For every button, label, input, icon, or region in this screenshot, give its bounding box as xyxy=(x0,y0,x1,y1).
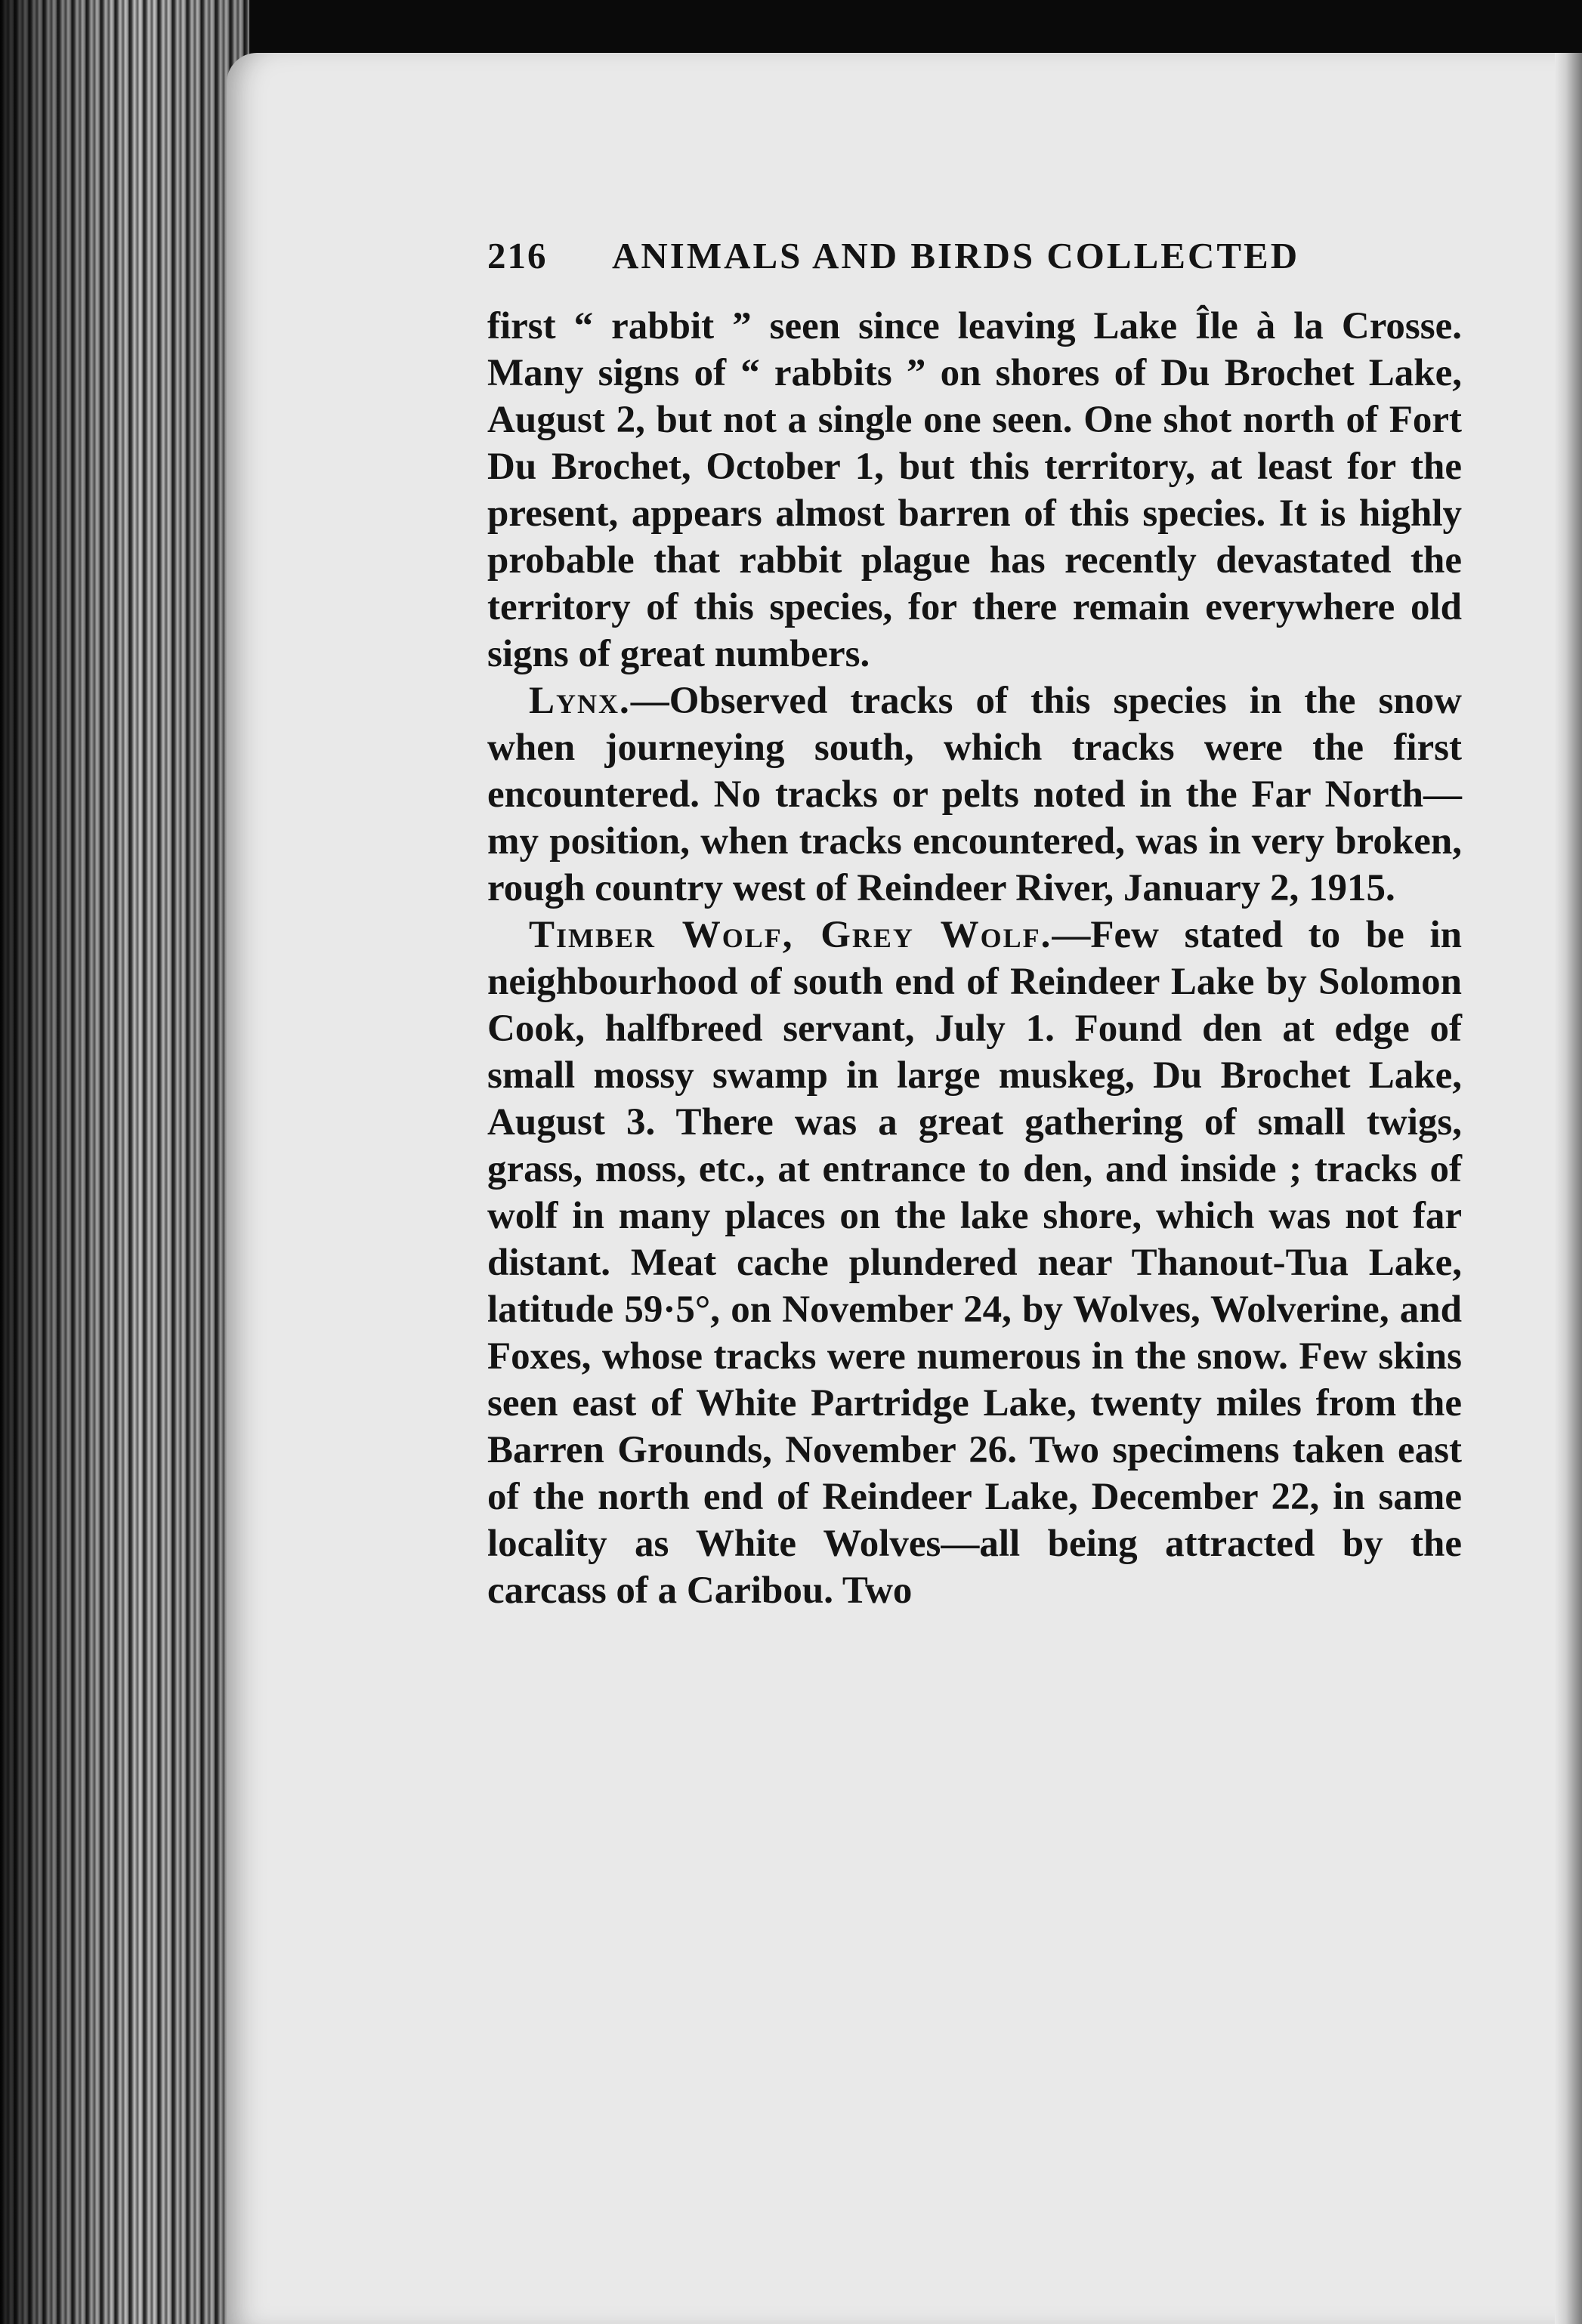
running-title: ANIMALS AND BIRDS COLLECTED xyxy=(612,235,1300,276)
page-text-block xyxy=(487,234,1462,1614)
page-number: 216 xyxy=(487,235,548,276)
paragraph-rabbit-continued xyxy=(487,303,1462,677)
species-heading-lynx: Lynx. xyxy=(529,680,631,722)
paragraph-text: —Observed tracks of this species in the snow when journeying south, which tracks were the first encountered. No tracks or pelts noted in the Far North—my position, when tracks encountered, was in very broken, rough country west of Reindeer River, January 2, 1915. xyxy=(487,680,1462,909)
paragraph-lynx xyxy=(487,677,1462,912)
page-right-edge xyxy=(1555,53,1582,2324)
book-edge-shadow xyxy=(0,0,249,2324)
running-head xyxy=(487,234,1462,277)
paragraph-text: —Few stated to be in neighbourhood of south end of Reindeer Lake by Solomon Cook, halfbreed servant, July 1. Found den at edge of small mossy swamp in large muskeg, Du Brochet Lake, August 3. There was a great gathering of small twigs, grass, moss, etc., at entrance to den, and inside ; tracks of wolf in many places on the lake shore, which was not far distant. Meat cache plundered near Thanout-Tua Lake, latitude 59·5°, on November 24, by Wolves, Wolverine, and Foxes, whose tracks were numerous in the snow. Few skins seen east of White Partridge Lake, twenty miles from the Barren Grounds, November 26. Two specimens taken east of the north end of Reindeer Lake, December 22, in same locality as White Wolves—all being attracted by the carcass of a Caribou. Two xyxy=(487,914,1462,1612)
paragraph-timber-wolf xyxy=(487,912,1462,1614)
species-heading-timber-wolf: Timber Wolf, Grey Wolf. xyxy=(529,914,1052,956)
paragraph-text: first “ rabbit ” seen since leaving Lake Île à la Crosse. Many signs of “ rabbits ” on shores of Du Brochet Lake, August 2, but not a single one seen. One shot north of Fort Du Brochet, October 1, but this territory, at least for the present, appears almost barren of this species. It is highly probable that rabbit plague has recently devastated the territory of this species, for there remain everywhere old signs of great numbers. xyxy=(487,305,1462,675)
